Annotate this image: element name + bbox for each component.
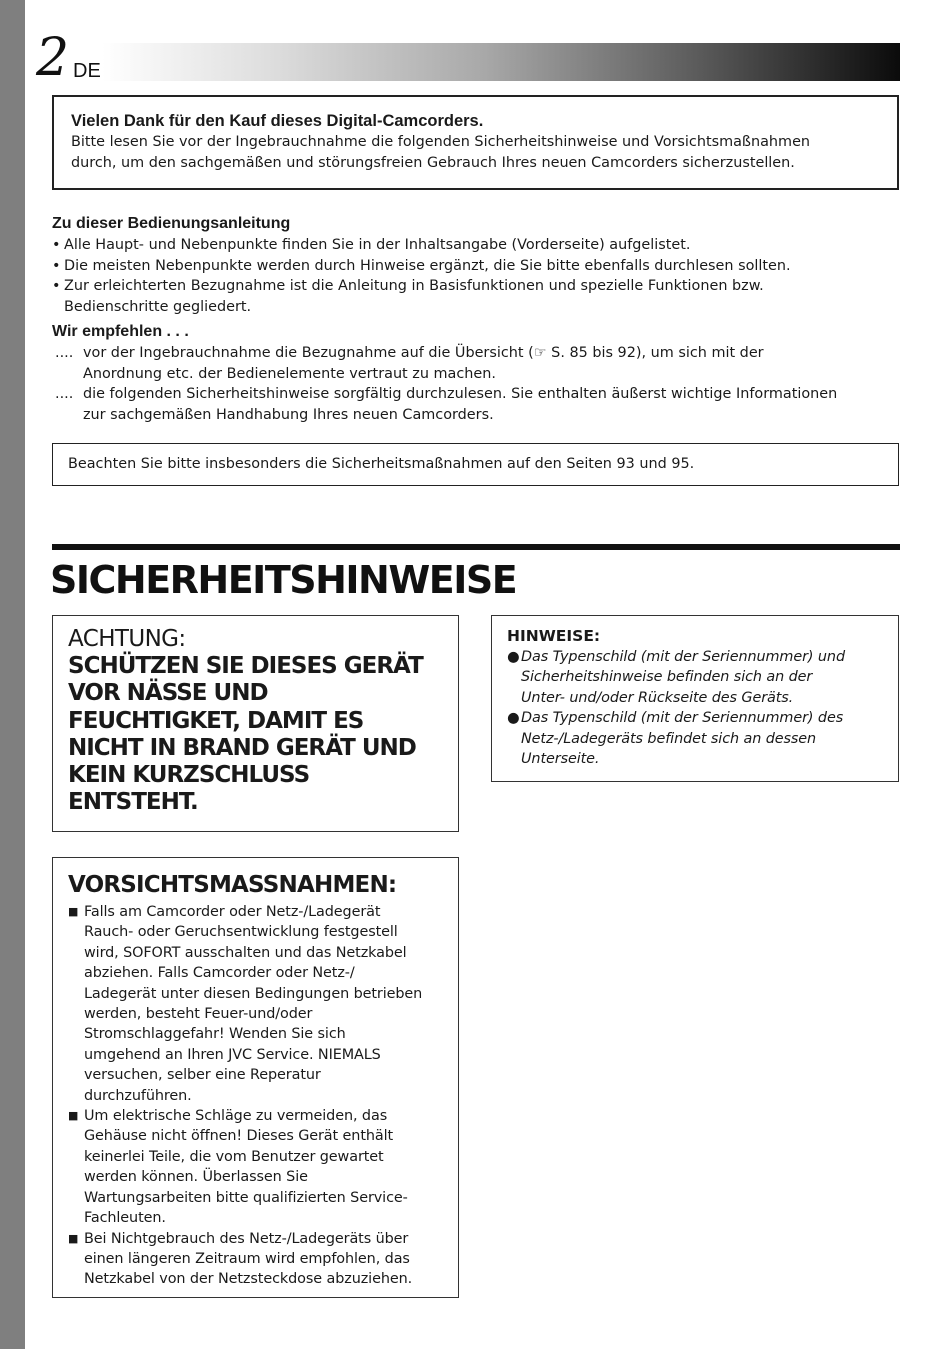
warning-box — [52, 615, 459, 832]
dots-marker: .... — [55, 345, 74, 361]
warning-line: SCHÜTZEN SIE DIESES GERÄT — [68, 653, 423, 679]
section-title: SICHERHEITSHINWEISE — [50, 558, 517, 602]
warning-line: KEIN KURZSCHLUSS — [68, 762, 310, 789]
recommend-title: Wir empfehlen . . . — [52, 323, 189, 340]
list-item — [52, 235, 902, 256]
list-item-line: Fachleuten. — [84, 1210, 166, 1227]
intro-box — [52, 95, 899, 190]
list-item-line: durchzuführen. — [84, 1087, 192, 1104]
bullet-icon: • — [52, 257, 61, 274]
list-item-line: werden können. Überlassen Sie — [84, 1169, 308, 1186]
list-item-line: Die meisten Nebenpunkte werden durch Hinweise ergänzt, die Sie bitte ebenfalls durchlesen sollten. — [64, 257, 791, 274]
list-item-line: Wartungsarbeiten bitte qualifizierten Service- — [84, 1189, 408, 1206]
warning-line: VOR NÄSSE UND — [68, 680, 268, 707]
list-item-line: Rauch- oder Geruchsentwicklung festgestell — [84, 924, 398, 941]
list-item-line: Gehäuse nicht öffnen! Dieses Gerät enthält — [84, 1128, 394, 1145]
list-item-line: Stromschlaggefahr! Wenden Sie sich — [84, 1026, 346, 1043]
warning-line: FEUCHTIGKET, DAMIT ES — [68, 707, 364, 734]
page-number: 2 — [36, 28, 70, 88]
list-item-line: die folgenden Sicherheitshinweise sorgfältig durchzulesen. Sie enthalten äußerst wichtige Informationen — [83, 386, 838, 402]
bullet-icon: • — [52, 237, 61, 253]
square-bullet-icon: ■ — [68, 905, 79, 918]
list-item-line: Ladegerät unter diesen Bedingungen betrieben — [84, 985, 423, 1002]
list-item-line: werden, besteht Feuer-und/oder — [84, 1006, 313, 1023]
header-gradient-bar — [102, 43, 900, 81]
list-item — [52, 276, 902, 317]
list-item-line: Um elektrische Schläge zu vermeiden, das — [84, 1108, 388, 1125]
list-item-line: zur sachgemäßen Handhabung Ihres neuen Camcorders. — [83, 406, 494, 423]
list-item — [52, 256, 902, 277]
square-bullet-icon: ■ — [68, 1109, 79, 1123]
list-item-line: keinerlei Teile, die vom Benutzer gewartet — [84, 1148, 384, 1165]
manual-info-title: Zu dieser Bedienungsanleitung — [52, 215, 291, 232]
list-item — [55, 343, 902, 384]
section-rule — [52, 544, 900, 550]
list-item-line: Sicherheitshinweise befinden sich an der — [521, 669, 813, 686]
list-item-line: abziehen. Falls Camcorder oder Netz-/ — [84, 965, 355, 982]
list-item-line: Unter- und/oder Rückseite des Geräts. — [521, 689, 794, 706]
language-code: DE — [73, 60, 101, 82]
intro-line: durch, um den sachgemäßen und störungsfreien Gebrauch Ihres neuen Camcorders sicherzustellen. — [71, 154, 795, 171]
manual-info-section — [52, 213, 902, 425]
list-item-line: Das Typenschild (mit der Seriennummer) und — [521, 649, 845, 665]
list-item-line: Bei Nichtgebrauch des Netz-/Ladegeräts über — [84, 1230, 409, 1247]
list-item — [68, 1229, 450, 1290]
side-margin-bar — [0, 0, 25, 1349]
warning-title: ACHTUNG: — [68, 626, 186, 652]
list-item-line: Anordnung etc. der Bedienelemente vertraut zu machen. — [83, 365, 496, 382]
list-item — [68, 1106, 450, 1228]
list-item-line: Falls am Camcorder oder Netz-/Ladegerät — [84, 904, 381, 920]
bullet-icon: ● — [507, 710, 520, 727]
intro-title: Vielen Dank für den Kauf dieses Digital-Camcorders. — [71, 112, 484, 130]
safety-note-text: Beachten Sie bitte insbesonders die Sicherheitsmaßnahmen auf den Seiten 93 und 95. — [68, 456, 695, 472]
list-item — [507, 647, 888, 708]
square-bullet-icon: ■ — [68, 1231, 79, 1245]
list-item-line: Alle Haupt- und Nebenpunkte finden Sie in der Inhaltsangabe (Vorderseite) aufgelistet. — [64, 237, 691, 253]
hinweise-title: HINWEISE: — [507, 627, 601, 645]
list-item-line: Unterseite. — [521, 751, 600, 768]
hinweise-box — [491, 615, 899, 782]
list-item-line: einen längeren Zeitraum wird empfohlen, das — [84, 1250, 410, 1267]
precautions-title: VORSICHTSMASSNAHMEN: — [68, 872, 397, 898]
warning-line: NICHT IN BRAND GERÄT UND — [68, 734, 416, 761]
list-item — [68, 902, 450, 1106]
list-item-line: Bedienschritte gegliedert. — [64, 298, 252, 315]
list-item — [55, 384, 902, 425]
list-item-line: Netzkabel von der Netzsteckdose abzuziehen. — [84, 1271, 413, 1288]
list-item-line: Netz-/Ladegeräts befindet sich an dessen — [521, 730, 817, 747]
list-item — [507, 708, 888, 769]
list-item-line: vor der Ingebrauchnahme die Bezugnahme auf die Übersicht (☞ S. 85 bis 92), um sich mit der — [83, 345, 764, 361]
safety-note-box — [52, 443, 899, 486]
intro-line: Bitte lesen Sie vor der Ingebrauchnahme die folgenden Sicherheitshinweise und Vorsichtsmaßnahmen — [71, 134, 811, 150]
bullet-icon: ● — [507, 649, 520, 665]
list-item-line: umgehend an Ihren JVC Service. NIEMALS — [84, 1046, 381, 1063]
list-item-line: versuchen, selber eine Reperatur — [84, 1067, 321, 1084]
bullet-icon: • — [52, 278, 61, 294]
list-item-line: Zur erleichterten Bezugnahme ist die Anleitung in Basisfunktionen und spezielle Funktionen bzw. — [64, 278, 764, 294]
precautions-box — [52, 857, 459, 1298]
warning-line: ENTSTEHT. — [68, 789, 198, 816]
list-item-line: wird, SOFORT ausschalten und das Netzkabel — [84, 944, 407, 961]
dots-marker: .... — [55, 386, 74, 402]
list-item-line: Das Typenschild (mit der Seriennummer) des — [521, 710, 844, 727]
